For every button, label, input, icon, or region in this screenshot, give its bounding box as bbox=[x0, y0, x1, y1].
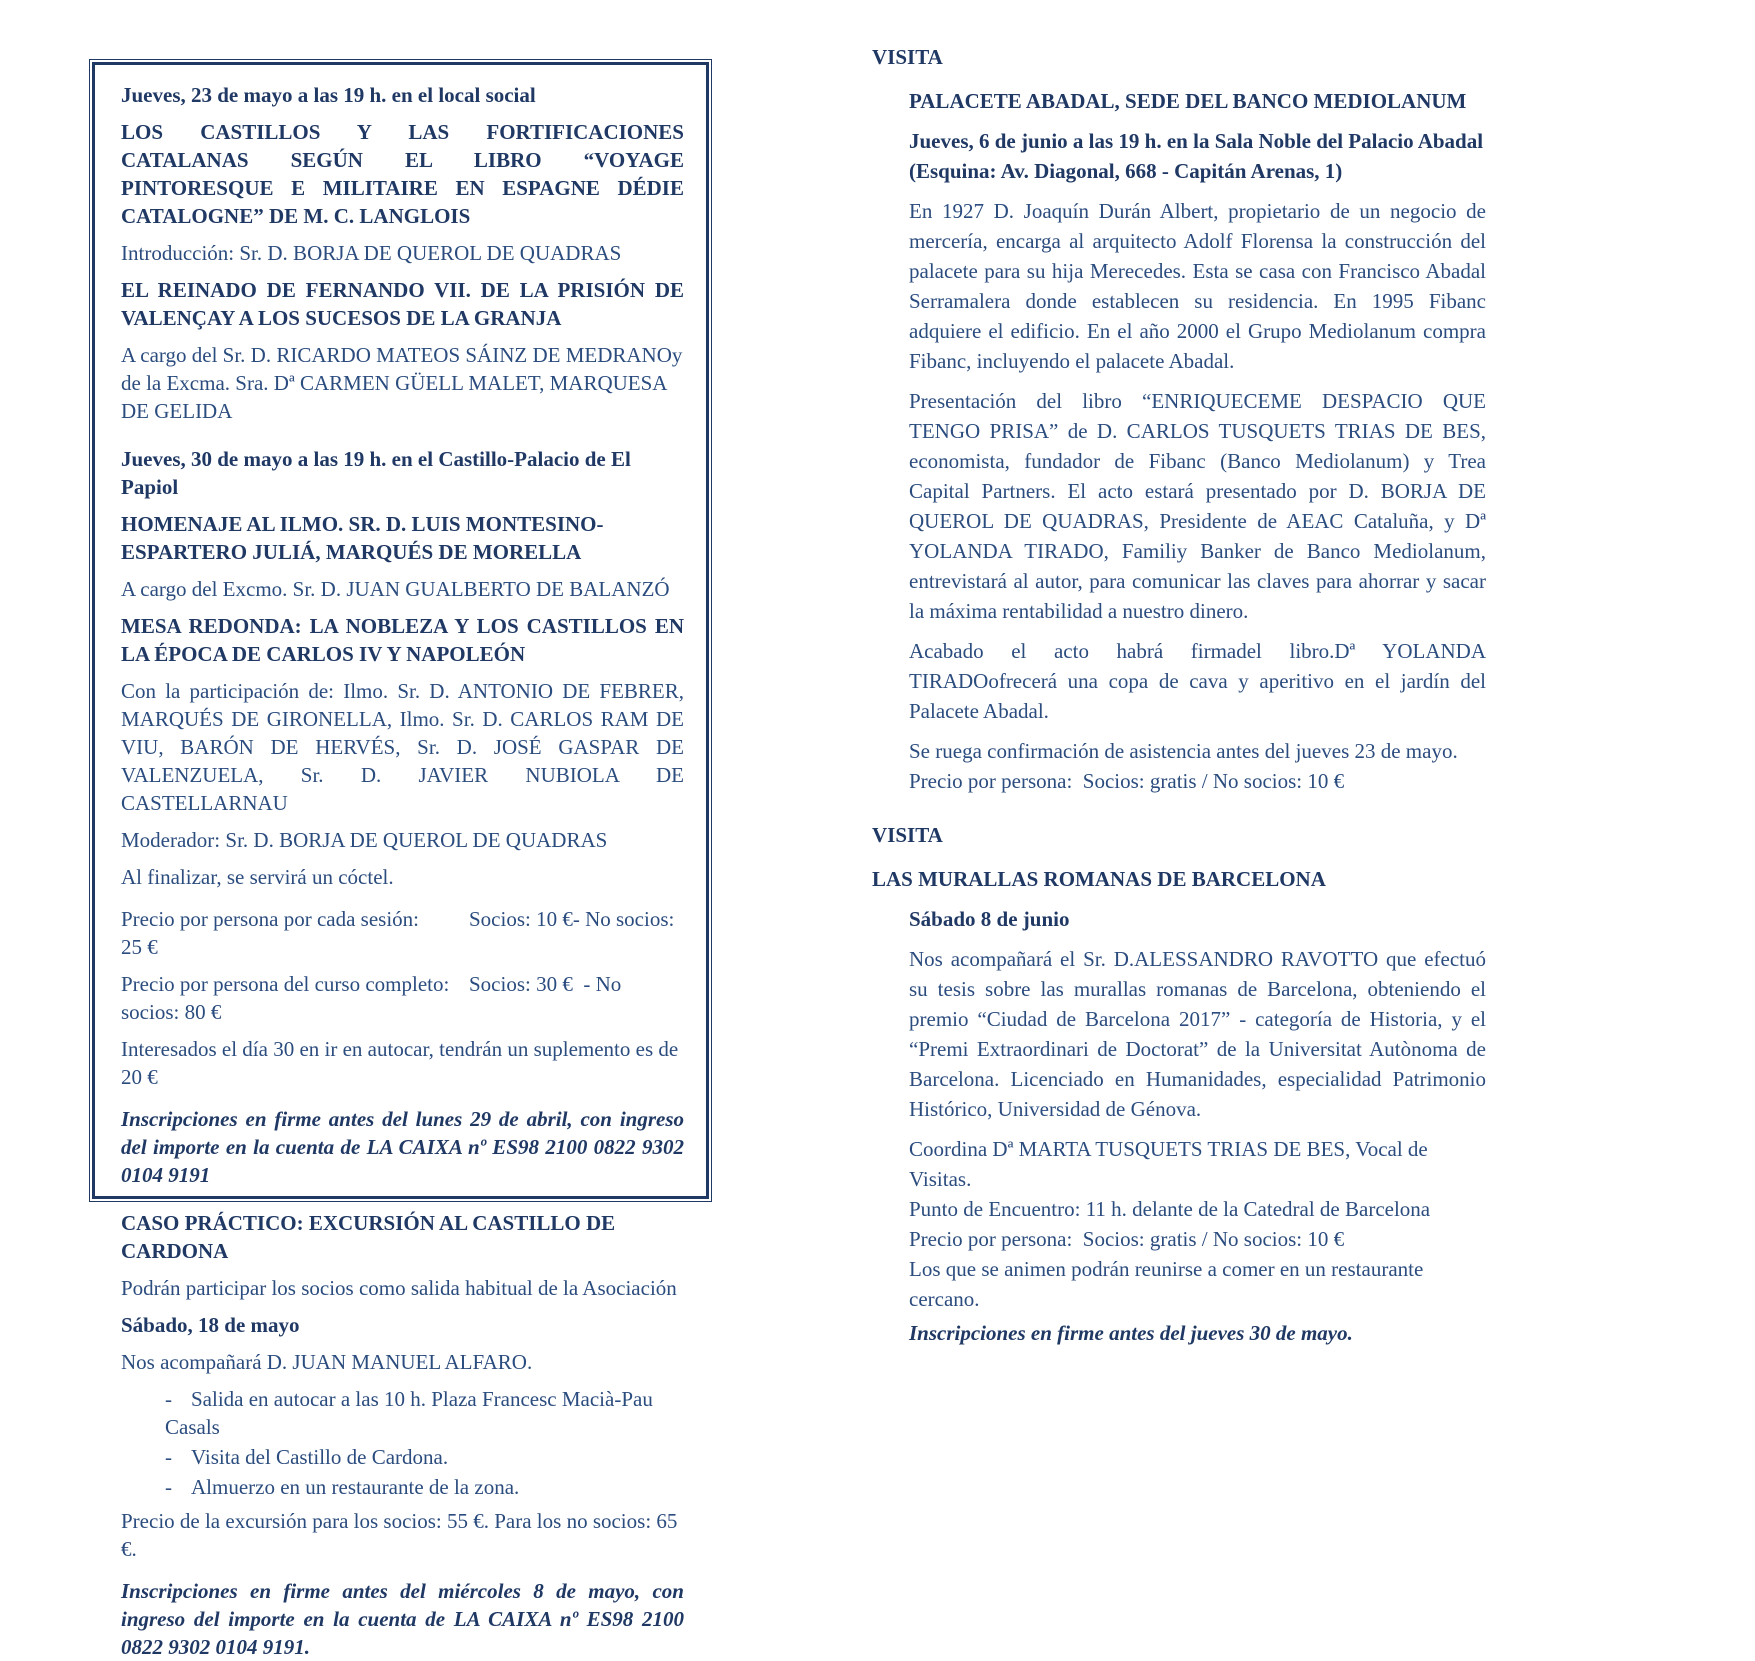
visit-palacete-abadal bbox=[872, 42, 1486, 796]
excursion-subtitle: Podrán participar los socios como salida habitual de la Asociación bbox=[121, 1276, 677, 1300]
list-item bbox=[165, 1443, 684, 1471]
visit1-price: Precio por persona: Socios: gratis / No socios: 10 € bbox=[909, 769, 1345, 793]
visit1-paragraph-book: Presentación del libro “ENRIQUECEME DESPACIO QUE TENGO PRISA” de D. CARLOS TUSQUETS TRIAS DE BES, economista, fundador de Fibanc (Banco Mediolanum) y Trea Capital Partners. El acto estará presentado por D. BORJA DE QUEROL DE QUADRAS, Presidente de AEAC Cataluña, y Dª YOLANDA TIRADO, Familiy Banker de Banco Mediolanum, entrevistará al autor, para comunicar las claves para ahorrar y sacar la máxima rentabilidad a nuestro dinero. bbox=[909, 389, 1486, 623]
visit1-kicker: VISITA bbox=[872, 45, 943, 69]
visit-murallas-romanas bbox=[872, 820, 1486, 1348]
visit2-meeting-point: Punto de Encuentro: 11 h. delante de la Catedral de Barcelona bbox=[909, 1197, 1431, 1221]
closing-note: Al finalizar, se servirá un cóctel. bbox=[121, 865, 394, 889]
list-item bbox=[165, 1473, 684, 1501]
homage-title: HOMENAJE AL ILMO. SR. D. LUIS MONTESINO-ESPARTERO JULIÁ, MARQUÉS DE MORELLA bbox=[121, 512, 604, 564]
program-box bbox=[92, 62, 709, 1659]
visit2-title: LAS MURALLAS ROMANAS DE BARCELONA bbox=[872, 867, 1326, 891]
visits-column bbox=[872, 42, 1486, 1358]
price-course-label: Precio por persona del curso completo: bbox=[121, 972, 450, 996]
excursion-date: Sábado, 18 de mayo bbox=[121, 1313, 300, 1337]
round-table-title: MESA REDONDA: LA NOBLEZA Y LOS CASTILLOS EN LA ÉPOCA DE CARLOS IV Y NAPOLEÓN bbox=[121, 614, 684, 666]
talk1-intro: Introducción: Sr. D. BORJA DE QUEROL DE QUADRAS bbox=[121, 241, 622, 265]
visit1-address: (Esquina: Av. Diagonal, 668 - Capitán Arenas, 1) bbox=[909, 159, 1343, 183]
bullet-dash: - bbox=[165, 1475, 172, 1499]
excursion-guide: Nos acompañará D. JUAN MANUEL ALFARO. bbox=[121, 1350, 533, 1374]
excursion-title: CASO PRÁCTICO: EXCURSIÓN AL CASTILLO DE CARDONA bbox=[121, 1211, 616, 1263]
visit1-title: PALACETE ABADAL, SEDE DEL BANCO MEDIOLANUM bbox=[909, 89, 1467, 113]
payment-note-course: Inscripciones en firme antes del lunes 29 de abril, con ingreso del importe en la cuenta de LA CAIXA nº ES98 2100 0822 9302 0104 9191 bbox=[121, 1107, 684, 1187]
price-row-course bbox=[121, 970, 684, 1026]
visit1-paragraph-signing: Acabado el acto habrá firmadel libro.Dª YOLANDA TIRADOofrecerá una copa de cava y aperitivo en el jardín del Palacete Abadal. bbox=[909, 639, 1486, 723]
talk1-title: LOS CASTILLOS Y LAS FORTIFICACIONES CATALANAS SEGÚN EL LIBRO “VOYAGE PINTORESQUE E MILITAIRE EN ESPAGNE DÉDIE CATALOGNE” DE M. C. LANGLOIS bbox=[121, 120, 684, 228]
visit1-body bbox=[909, 86, 1486, 796]
payment-note-excursion: Inscripciones en firme antes del miércoles 8 de mayo, con ingreso del importe en la cuenta de LA CAIXA nº ES98 2100 0822 9302 0104 9191. bbox=[121, 1579, 684, 1659]
visit2-kicker: VISITA bbox=[872, 823, 943, 847]
pricing-block bbox=[121, 905, 684, 1091]
bus-supplement-note: Interesados el día 30 en ir en autocar, tendrán un suplemento es de 20 € bbox=[121, 1037, 679, 1089]
talk2-speakers: A cargo del Sr. D. RICARDO MATEOS SÁINZ DE MEDRANOy de la Excma. Sra. Dª CARMEN GÜELL MALET, MARQUESA DE GELIDA bbox=[121, 343, 683, 423]
excursion-itinerary bbox=[121, 1385, 684, 1501]
round-table-participants: Con la participación de: Ilmo. Sr. D. ANTONIO DE FEBRER, MARQUÉS DE GIRONELLA, Ilmo. Sr. D. CARLOS RAM DE VIU, BARÓN DE HERVÉS, Sr. D. JOSÉ GASPAR DE VALENZUELA, Sr. D. JAVIER NUBIOLA DE CASTELLARNAU bbox=[121, 679, 684, 815]
price-course-value: Socios: 30 € - No socios: 80 € bbox=[121, 972, 627, 1024]
price-row-session bbox=[121, 905, 684, 961]
visit2-date: Sábado 8 de junio bbox=[909, 907, 1070, 931]
round-table-moderator: Moderador: Sr. D. BORJA DE QUEROL DE QUADRAS bbox=[121, 828, 608, 852]
visit1-date: Jueves, 6 de junio a las 19 h. en la Sala Noble del Palacio Abadal bbox=[909, 129, 1484, 153]
visit2-coordinator: Coordina Dª MARTA TUSQUETS TRIAS DE BES, Vocal de Visitas. bbox=[909, 1137, 1428, 1191]
itinerary-item-text: Almuerzo en un restaurante de la zona. bbox=[191, 1475, 520, 1499]
visit2-deadline: Inscripciones en firme antes del jueves 30 de mayo. bbox=[909, 1321, 1353, 1345]
visit2-lunch-note: Los que se animen podrán reunirse a comer en un restaurante cercano. bbox=[909, 1257, 1424, 1311]
visit1-paragraph-history: En 1927 D. Joaquín Durán Albert, propietario de un negocio de mercería, encarga al arquitecto Adolf Florensa la construcción del palacete para su hija Merecedes. Esta se casa con Francisco Abadal Serramalera donde establecen su residencia. En 1995 Fibanc adquiere el edificio. En el año 2000 el Grupo Mediolanum compra Fibanc, incluyendo el palacete Abadal. bbox=[909, 199, 1486, 373]
session2-date: Jueves, 30 de mayo a las 19 h. en el Castillo-Palacio de El Papiol bbox=[121, 447, 631, 499]
price-session-value: Socios: 10 €- No socios: 25 € bbox=[121, 907, 680, 959]
excursion-price: Precio de la excursión para los socios: 55 €. Para los no socios: 65 €. bbox=[121, 1509, 678, 1561]
bullet-dash: - bbox=[165, 1445, 172, 1469]
itinerary-item-text: Salida en autocar a las 10 h. Plaza Francesc Macià-Pau Casals bbox=[165, 1387, 653, 1439]
visit1-rsvp: Se ruega confirmación de asistencia antes del jueves 23 de mayo. bbox=[909, 739, 1458, 763]
bullet-dash: - bbox=[165, 1387, 172, 1411]
session1-date: Jueves, 23 de mayo a las 19 h. en el local social bbox=[121, 83, 536, 107]
visit2-paragraph-guide: Nos acompañará el Sr. D.ALESSANDRO RAVOTTO que efectuó su tesis sobre las murallas romanas de Barcelona, obteniendo el premio “Ciudad de Barcelona 2017” - categoría de Historia, y el “Premi Extraordinari de Doctorat” de la Universitat Autònoma de Barcelona. Licenciado en Humanidades, especialidad Patrimonio Histórico, Universidad de Génova. bbox=[909, 947, 1486, 1121]
visit2-body bbox=[909, 904, 1486, 1348]
itinerary-item-text: Visita del Castillo de Cardona. bbox=[191, 1445, 449, 1469]
talk2-title: EL REINADO DE FERNANDO VII. DE LA PRISIÓN DE VALENÇAY A LOS SUCESOS DE LA GRANJA bbox=[121, 278, 684, 330]
visit2-price: Precio por persona: Socios: gratis / No socios: 10 € bbox=[909, 1227, 1345, 1251]
list-item bbox=[165, 1385, 684, 1441]
price-session-label: Precio por persona por cada sesión: bbox=[121, 907, 419, 931]
homage-speaker: A cargo del Excmo. Sr. D. JUAN GUALBERTO DE BALANZÓ bbox=[121, 577, 670, 601]
